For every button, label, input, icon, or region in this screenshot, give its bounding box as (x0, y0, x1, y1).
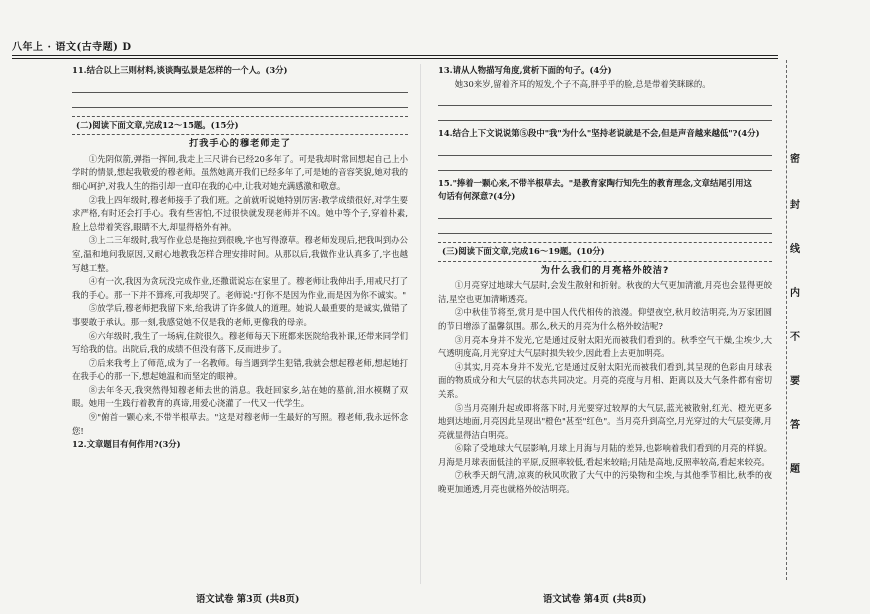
paragraph-5: ⑤当月亮刚升起或即将落下时,月光要穿过较厚的大气层,蓝光被散射,红光、橙光更多地到达地面,月亮因此呈现出"橙色"甚至"红色"。当月亮升到高空,月光穿过的大气层变薄,月亮就显得洁白明亮。 (438, 402, 772, 440)
seal-char: 封 (790, 200, 800, 211)
seal-line (786, 60, 807, 580)
paragraph-8: ⑧去年冬天,我突然得知穆老师去世的消息。我赶回家乡,站在她的墓前,泪水模糊了双眼。她用一生践行着教育的真谛,用爱心浇灌了一代又一代学生。 (72, 384, 408, 409)
paragraph-4: ④有一次,我因为贪玩没完成作业,还撒谎说忘在家里了。穆老师让我伸出手,用戒尺打了我的手心。那一下并不算疼,可我却哭了。老师说:"打你不是因为作业,而是因为你不诚实。" (72, 276, 408, 300)
answer-line[interactable] (438, 143, 772, 156)
answer-line[interactable] (438, 206, 772, 219)
seal-char: 不 (790, 332, 800, 343)
answer-line[interactable] (438, 158, 772, 171)
paragraph-1: ①先阴似箭,弹指一挥间,我走上三尺讲台已经20多年了。可是我却时常回想起自己上小学时的情景,想起我敬爱的穆老师。虽然她离开我们已经多年了,可是她的音容笑貌,她对我的细心呵护,对我人生的指引却一直印在我的心中,让我对她充满感激和敬意。 (72, 153, 408, 191)
seal-char: 线 (790, 244, 800, 255)
paragraph-2: ②我上四年级时,穆老师接手了我们班。之前就听说她特别厉害:教学成绩很好,对学生要求严格,有时还会打手心。我有些害怕,不过很快就发现老师并不凶。她中等个子,穿着朴素,脸上总带着笑容,眼睛不大,却显得格外有神。 (72, 194, 408, 232)
page-header: 八年上 · 语文(古寺题) D (12, 42, 132, 53)
section-heading-2: (二)阅读下面文章,完成12～15题。(15分) (72, 116, 408, 136)
question-13: 13.请从人物描写角度,赏析下面的句子。(4分) (438, 65, 612, 75)
paragraph-2: ②中秋佳节将至,赏月是中国人代代相传的浪漫。仰望夜空,秋月皎洁明亮,为万家团圆的节日增添了温馨氛围。那么,秋天的月亮为什么格外皎洁呢? (438, 307, 772, 331)
seal-char: 密 (790, 154, 800, 165)
paragraph-6: ⑥除了受地球大气层影响,月球上月海与月陆的差异,也影响着我们看到的月亮的样貌。月海是月球表面低洼的平原,反照率较低,看起来较暗;月陆是高地,反照率较高,看起来较亮。 (438, 443, 772, 467)
header-rule-double (12, 58, 778, 59)
paragraph-7: ⑦秋季天朗气清,凉爽的秋风吹散了大气中的污染物和尘埃,与其他季节相比,秋季的夜晚更加通透,月亮也就格外皎洁明亮。 (438, 470, 772, 495)
paragraph-4: ④其实,月亮本身并不发光,它是通过反射太阳光而被我们看到,其呈现的色彩由月球表面的物质成分和大气层的状态共同决定。月亮的亮度与月相、距离以及大气条件都有密切关系。 (438, 361, 772, 399)
answer-line[interactable] (72, 80, 408, 93)
article-title: 打我手心的穆老师走了 (189, 138, 291, 150)
section-heading-3: (三)阅读下面文章,完成16～19题。(10分) (438, 242, 772, 262)
question-13-quote: 她30来岁,留着齐耳的短发,个子不高,胖乎乎的脸,总是带着笑眯眯的。 (454, 78, 711, 89)
paragraph-5: ⑤放学后,穆老师把我留下来,给我讲了许多做人的道理。她说人最重要的是诚实,做错了事要敢于承认。那一刻,我感觉她不仅是我的老师,更像我的母亲。 (72, 303, 408, 327)
seal-char: 要 (790, 376, 800, 387)
question-14: 14.结合上下文说说第⑤段中"我"为什么"坚持老说就是不会,但是声音越来越低"?(4分) (438, 128, 760, 139)
question-15-cont: 句话有何深意?(4分) (438, 191, 516, 202)
answer-line[interactable] (438, 108, 772, 121)
question-12: 12.文章题目有何作用?(3分) (72, 439, 181, 450)
paragraph-6: ⑥六年级时,我生了一场病,住院很久。穆老师每天下班都来医院给我补课,还带来同学们写给我的信。出院后,我的成绩不但没有落下,反而进步了。 (72, 330, 408, 355)
paragraph-9: ⑨"俯首一颗心来,不带半根草去。"这是对穆老师一生最好的写照。穆老师,我永远怀念您! (72, 412, 408, 436)
answer-line[interactable] (438, 221, 772, 234)
paragraph-3: ③月亮本身并不发光,它是通过反射太阳光而被我们看到的。秋季空气干燥,尘埃少,大气透明度高,月光穿过大气层时损失较少,因此看上去更加明亮。 (438, 334, 772, 359)
seal-char: 答 (790, 420, 800, 431)
header-rule (12, 55, 778, 56)
page-footer-left: 语文试卷 第3页 (共8页) (196, 594, 300, 605)
seal-char: 题 (790, 464, 800, 475)
seal-char: 内 (790, 288, 800, 299)
paragraph-1: ①月亮穿过地球大气层时,会发生散射和折射。秋夜的大气更加清澈,月亮也会显得更皎洁,星空也更加清晰透亮。 (438, 280, 772, 304)
paragraph-7: ⑦后来我考上了师范,成为了一名教师。每当遇到学生犯错,我就会想起穆老师,想起她打在我手心的那一下,想起她温和而坚定的眼神。 (72, 357, 408, 382)
column-divider (420, 64, 421, 584)
page-footer-right: 语文试卷 第4页 (共8页) (543, 594, 647, 605)
right-column (438, 64, 772, 497)
answer-line[interactable] (72, 95, 408, 108)
question-15: 15."捧着一颗心来,不带半根草去。"是教育家陶行知先生的教育理念,文章结尾引用这 (438, 177, 752, 188)
answer-line[interactable] (438, 93, 772, 106)
question-11: 11.结合以上三则材料,谈谈陶弘景是怎样的一个人。(3分) (72, 65, 288, 75)
paragraph-3: ③上二三年级时,我写作业总是拖拉到很晚,字也写得潦草。穆老师发现后,把我叫到办公室,温和地问我原因,又耐心地教我怎样合理安排时间。从那以后,我做作业认真多了,字也越写越工整。 (72, 235, 408, 273)
left-column (72, 64, 408, 452)
article-title: 为什么我们的月亮格外皎洁? (540, 264, 670, 276)
